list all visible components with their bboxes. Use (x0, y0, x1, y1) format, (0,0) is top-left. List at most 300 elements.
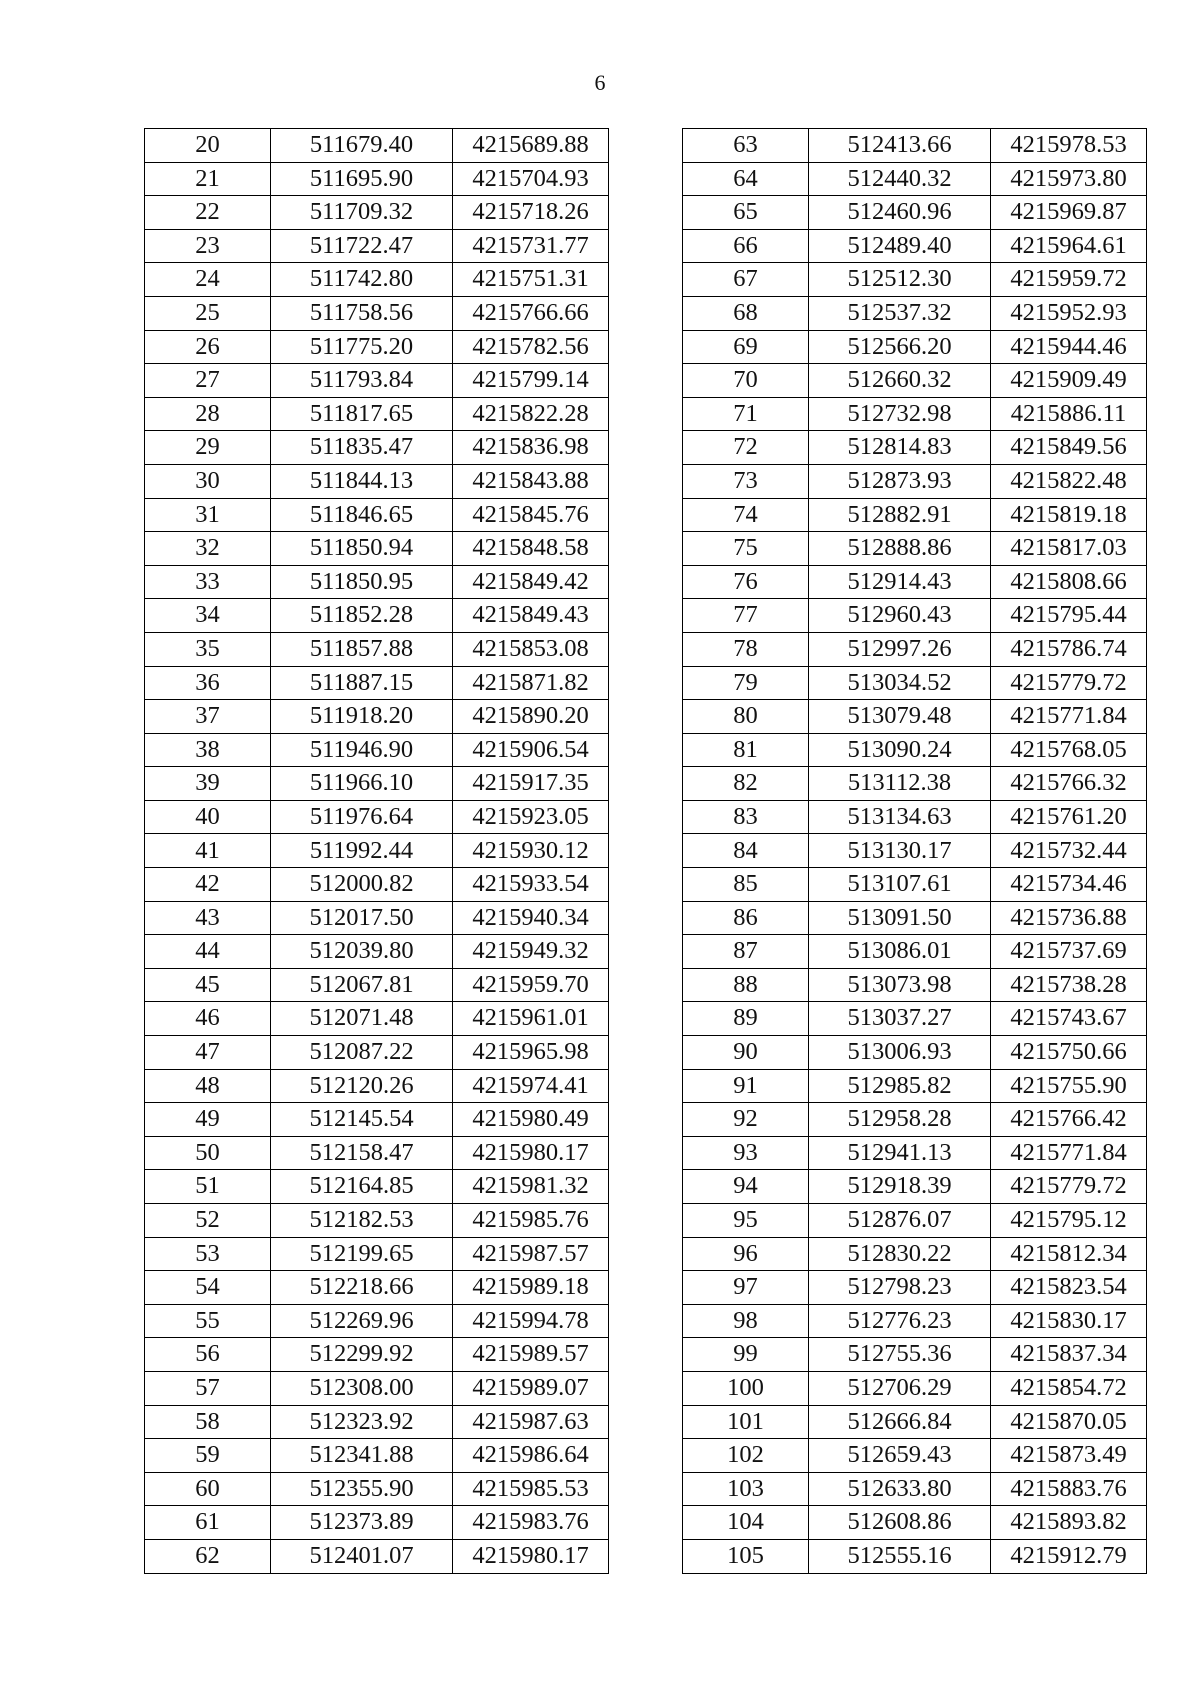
table-row (145, 1036, 609, 1070)
point-number-cell: 63 (683, 129, 809, 163)
table-row (145, 935, 609, 969)
y-coordinate-cell: 4215923.05 (453, 800, 609, 834)
table-row (683, 498, 1147, 532)
table-row (145, 1539, 609, 1573)
point-number-cell: 41 (145, 834, 271, 868)
x-coordinate-cell: 512218.66 (271, 1271, 453, 1305)
point-number-cell: 30 (145, 464, 271, 498)
x-coordinate-cell: 512341.88 (271, 1439, 453, 1473)
y-coordinate-cell: 4215893.82 (991, 1506, 1147, 1540)
table-row (683, 431, 1147, 465)
y-coordinate-cell: 4215906.54 (453, 733, 609, 767)
point-number-cell: 84 (683, 834, 809, 868)
x-coordinate-cell: 512199.65 (271, 1237, 453, 1271)
point-number-cell: 60 (145, 1472, 271, 1506)
x-coordinate-cell: 512120.26 (271, 1069, 453, 1103)
table-row (145, 800, 609, 834)
table-row (683, 868, 1147, 902)
y-coordinate-cell: 4215768.05 (991, 733, 1147, 767)
point-number-cell: 100 (683, 1371, 809, 1405)
point-number-cell: 93 (683, 1136, 809, 1170)
point-number-cell: 76 (683, 565, 809, 599)
point-number-cell: 62 (145, 1539, 271, 1573)
table-row (683, 263, 1147, 297)
x-coordinate-cell: 511846.65 (271, 498, 453, 532)
point-number-cell: 104 (683, 1506, 809, 1540)
y-coordinate-cell: 4215766.42 (991, 1103, 1147, 1137)
x-coordinate-cell: 512373.89 (271, 1506, 453, 1540)
table-row (683, 1136, 1147, 1170)
y-coordinate-cell: 4215883.76 (991, 1472, 1147, 1506)
table-row (683, 1539, 1147, 1573)
table-row (145, 733, 609, 767)
table-row (145, 296, 609, 330)
y-coordinate-cell: 4215961.01 (453, 1002, 609, 1036)
table-row (145, 1002, 609, 1036)
table-row (683, 397, 1147, 431)
table-row (145, 263, 609, 297)
y-coordinate-cell: 4215823.54 (991, 1271, 1147, 1305)
y-coordinate-cell: 4215704.93 (453, 162, 609, 196)
x-coordinate-cell: 511852.28 (271, 599, 453, 633)
y-coordinate-cell: 4215854.72 (991, 1371, 1147, 1405)
y-coordinate-cell: 4215959.72 (991, 263, 1147, 297)
point-number-cell: 66 (683, 229, 809, 263)
point-number-cell: 92 (683, 1103, 809, 1137)
x-coordinate-cell: 511758.56 (271, 296, 453, 330)
table-row (683, 330, 1147, 364)
table-row (145, 1338, 609, 1372)
point-number-cell: 36 (145, 666, 271, 700)
table-row (145, 1271, 609, 1305)
y-coordinate-cell: 4215987.63 (453, 1405, 609, 1439)
y-coordinate-cell: 4215930.12 (453, 834, 609, 868)
point-number-cell: 65 (683, 196, 809, 230)
table-row (145, 1103, 609, 1137)
y-coordinate-cell: 4215738.28 (991, 968, 1147, 1002)
y-coordinate-cell: 4215817.03 (991, 532, 1147, 566)
table-row (683, 1103, 1147, 1137)
y-coordinate-cell: 4215978.53 (991, 129, 1147, 163)
y-coordinate-cell: 4215771.84 (991, 700, 1147, 734)
point-number-cell: 61 (145, 1506, 271, 1540)
table-row (145, 464, 609, 498)
point-number-cell: 55 (145, 1304, 271, 1338)
point-number-cell: 75 (683, 532, 809, 566)
point-number-cell: 57 (145, 1371, 271, 1405)
point-number-cell: 77 (683, 599, 809, 633)
x-coordinate-cell: 513006.93 (809, 1036, 991, 1070)
point-number-cell: 78 (683, 632, 809, 666)
table-row (145, 397, 609, 431)
x-coordinate-cell: 512830.22 (809, 1237, 991, 1271)
x-coordinate-cell: 511976.64 (271, 800, 453, 834)
x-coordinate-cell: 512960.43 (809, 599, 991, 633)
x-coordinate-cell: 512067.81 (271, 968, 453, 1002)
point-number-cell: 43 (145, 901, 271, 935)
x-coordinate-cell: 512440.32 (809, 162, 991, 196)
point-number-cell: 25 (145, 296, 271, 330)
table-row (145, 1439, 609, 1473)
y-coordinate-cell: 4215983.76 (453, 1506, 609, 1540)
point-number-cell: 89 (683, 1002, 809, 1036)
x-coordinate-cell: 511946.90 (271, 733, 453, 767)
y-coordinate-cell: 4215912.79 (991, 1539, 1147, 1573)
point-number-cell: 54 (145, 1271, 271, 1305)
x-coordinate-cell: 513091.50 (809, 901, 991, 935)
x-coordinate-cell: 513073.98 (809, 968, 991, 1002)
y-coordinate-cell: 4215718.26 (453, 196, 609, 230)
point-number-cell: 42 (145, 868, 271, 902)
table-row (145, 162, 609, 196)
table-row (683, 364, 1147, 398)
table-row (683, 632, 1147, 666)
point-number-cell: 67 (683, 263, 809, 297)
y-coordinate-cell: 4215890.20 (453, 700, 609, 734)
x-coordinate-cell: 513079.48 (809, 700, 991, 734)
x-coordinate-cell: 511835.47 (271, 431, 453, 465)
point-number-cell: 98 (683, 1304, 809, 1338)
point-number-cell: 35 (145, 632, 271, 666)
table-row (145, 431, 609, 465)
y-coordinate-cell: 4215917.35 (453, 767, 609, 801)
table-row (683, 162, 1147, 196)
table-row (683, 800, 1147, 834)
table-row (683, 1405, 1147, 1439)
y-coordinate-cell: 4215822.28 (453, 397, 609, 431)
point-number-cell: 64 (683, 162, 809, 196)
table-row (145, 498, 609, 532)
point-number-cell: 86 (683, 901, 809, 935)
y-coordinate-cell: 4215849.56 (991, 431, 1147, 465)
y-coordinate-cell: 4215873.49 (991, 1439, 1147, 1473)
y-coordinate-cell: 4215737.69 (991, 935, 1147, 969)
x-coordinate-cell: 512608.86 (809, 1506, 991, 1540)
x-coordinate-cell: 512489.40 (809, 229, 991, 263)
point-number-cell: 68 (683, 296, 809, 330)
y-coordinate-cell: 4215766.32 (991, 767, 1147, 801)
table-row (145, 364, 609, 398)
point-number-cell: 32 (145, 532, 271, 566)
y-coordinate-cell: 4215837.34 (991, 1338, 1147, 1372)
y-coordinate-cell: 4215843.88 (453, 464, 609, 498)
y-coordinate-cell: 4215845.76 (453, 498, 609, 532)
table-row (145, 330, 609, 364)
y-coordinate-cell: 4215830.17 (991, 1304, 1147, 1338)
x-coordinate-cell: 513037.27 (809, 1002, 991, 1036)
point-number-cell: 29 (145, 431, 271, 465)
x-coordinate-cell: 513134.63 (809, 800, 991, 834)
point-number-cell: 83 (683, 800, 809, 834)
x-coordinate-cell: 512732.98 (809, 397, 991, 431)
point-number-cell: 97 (683, 1271, 809, 1305)
table-row (683, 1204, 1147, 1238)
point-number-cell: 70 (683, 364, 809, 398)
point-number-cell: 51 (145, 1170, 271, 1204)
y-coordinate-cell: 4215973.80 (991, 162, 1147, 196)
table-row (145, 1069, 609, 1103)
table-row (683, 464, 1147, 498)
table-row (683, 1472, 1147, 1506)
y-coordinate-cell: 4215848.58 (453, 532, 609, 566)
x-coordinate-cell: 512798.23 (809, 1271, 991, 1305)
x-coordinate-cell: 511966.10 (271, 767, 453, 801)
x-coordinate-cell: 512087.22 (271, 1036, 453, 1070)
table-row (683, 1002, 1147, 1036)
point-number-cell: 99 (683, 1338, 809, 1372)
y-coordinate-cell: 4215989.07 (453, 1371, 609, 1405)
point-number-cell: 23 (145, 229, 271, 263)
table-row (145, 229, 609, 263)
y-coordinate-cell: 4215964.61 (991, 229, 1147, 263)
point-number-cell: 44 (145, 935, 271, 969)
table-row (683, 532, 1147, 566)
x-coordinate-cell: 512413.66 (809, 129, 991, 163)
x-coordinate-cell: 511722.47 (271, 229, 453, 263)
page-number: 6 (594, 70, 606, 95)
y-coordinate-cell: 4215965.98 (453, 1036, 609, 1070)
table-row (145, 196, 609, 230)
y-coordinate-cell: 4215940.34 (453, 901, 609, 935)
y-coordinate-cell: 4215989.18 (453, 1271, 609, 1305)
x-coordinate-cell: 512660.32 (809, 364, 991, 398)
x-coordinate-cell: 512914.43 (809, 565, 991, 599)
y-coordinate-cell: 4215986.64 (453, 1439, 609, 1473)
coordinates-table-left (144, 128, 609, 1574)
point-number-cell: 21 (145, 162, 271, 196)
point-number-cell: 22 (145, 196, 271, 230)
table-row (683, 767, 1147, 801)
table-row (683, 599, 1147, 633)
x-coordinate-cell: 512000.82 (271, 868, 453, 902)
x-coordinate-cell: 512555.16 (809, 1539, 991, 1573)
table-row (145, 968, 609, 1002)
y-coordinate-cell: 4215909.49 (991, 364, 1147, 398)
point-number-cell: 101 (683, 1405, 809, 1439)
table-row (145, 1472, 609, 1506)
point-number-cell: 59 (145, 1439, 271, 1473)
y-coordinate-cell: 4215689.88 (453, 129, 609, 163)
point-number-cell: 85 (683, 868, 809, 902)
x-coordinate-cell: 512776.23 (809, 1304, 991, 1338)
x-coordinate-cell: 512941.13 (809, 1136, 991, 1170)
y-coordinate-cell: 4215871.82 (453, 666, 609, 700)
x-coordinate-cell: 511742.80 (271, 263, 453, 297)
x-coordinate-cell: 513112.38 (809, 767, 991, 801)
y-coordinate-cell: 4215812.34 (991, 1237, 1147, 1271)
table-row (145, 1170, 609, 1204)
table-row (683, 901, 1147, 935)
y-coordinate-cell: 4215766.66 (453, 296, 609, 330)
point-number-cell: 26 (145, 330, 271, 364)
x-coordinate-cell: 512958.28 (809, 1103, 991, 1137)
table-row (683, 935, 1147, 969)
point-number-cell: 27 (145, 364, 271, 398)
table-row (683, 296, 1147, 330)
table-row (145, 868, 609, 902)
y-coordinate-cell: 4215980.17 (453, 1539, 609, 1573)
table-row (145, 1506, 609, 1540)
point-number-cell: 24 (145, 263, 271, 297)
y-coordinate-cell: 4215886.11 (991, 397, 1147, 431)
x-coordinate-cell: 513090.24 (809, 733, 991, 767)
x-coordinate-cell: 512512.30 (809, 263, 991, 297)
y-coordinate-cell: 4215819.18 (991, 498, 1147, 532)
point-number-cell: 90 (683, 1036, 809, 1070)
point-number-cell: 56 (145, 1338, 271, 1372)
y-coordinate-cell: 4215795.12 (991, 1204, 1147, 1238)
y-coordinate-cell: 4215849.43 (453, 599, 609, 633)
table-row (145, 599, 609, 633)
coordinates-table-right (682, 128, 1147, 1574)
x-coordinate-cell: 511992.44 (271, 834, 453, 868)
point-number-cell: 34 (145, 599, 271, 633)
table-row (145, 834, 609, 868)
x-coordinate-cell: 512918.39 (809, 1170, 991, 1204)
point-number-cell: 88 (683, 968, 809, 1002)
x-coordinate-cell: 512537.32 (809, 296, 991, 330)
y-coordinate-cell: 4215751.31 (453, 263, 609, 297)
x-coordinate-cell: 512814.83 (809, 431, 991, 465)
x-coordinate-cell: 512071.48 (271, 1002, 453, 1036)
point-number-cell: 69 (683, 330, 809, 364)
table-row (683, 1506, 1147, 1540)
x-coordinate-cell: 511887.15 (271, 666, 453, 700)
x-coordinate-cell: 512633.80 (809, 1472, 991, 1506)
y-coordinate-cell: 4215959.70 (453, 968, 609, 1002)
x-coordinate-cell: 512888.86 (809, 532, 991, 566)
point-number-cell: 50 (145, 1136, 271, 1170)
x-coordinate-cell: 512706.29 (809, 1371, 991, 1405)
point-number-cell: 94 (683, 1170, 809, 1204)
point-number-cell: 48 (145, 1069, 271, 1103)
point-number-cell: 33 (145, 565, 271, 599)
table-row (145, 1204, 609, 1238)
y-coordinate-cell: 4215949.32 (453, 935, 609, 969)
x-coordinate-cell: 512299.92 (271, 1338, 453, 1372)
x-coordinate-cell: 511775.20 (271, 330, 453, 364)
point-number-cell: 73 (683, 464, 809, 498)
x-coordinate-cell: 512182.53 (271, 1204, 453, 1238)
y-coordinate-cell: 4215743.67 (991, 1002, 1147, 1036)
table-row (145, 1136, 609, 1170)
point-number-cell: 79 (683, 666, 809, 700)
y-coordinate-cell: 4215836.98 (453, 431, 609, 465)
table-row (683, 1170, 1147, 1204)
x-coordinate-cell: 512566.20 (809, 330, 991, 364)
x-coordinate-cell: 513107.61 (809, 868, 991, 902)
y-coordinate-cell: 4215808.66 (991, 565, 1147, 599)
table-row (145, 666, 609, 700)
x-coordinate-cell: 513086.01 (809, 935, 991, 969)
y-coordinate-cell: 4215731.77 (453, 229, 609, 263)
table-row (683, 700, 1147, 734)
table-row (683, 1237, 1147, 1271)
point-number-cell: 45 (145, 968, 271, 1002)
x-coordinate-cell: 512876.07 (809, 1204, 991, 1238)
x-coordinate-cell: 512269.96 (271, 1304, 453, 1338)
table-row (145, 700, 609, 734)
y-coordinate-cell: 4215782.56 (453, 330, 609, 364)
table-row (145, 1237, 609, 1271)
x-coordinate-cell: 511918.20 (271, 700, 453, 734)
table-row (683, 229, 1147, 263)
x-coordinate-cell: 512323.92 (271, 1405, 453, 1439)
y-coordinate-cell: 4215755.90 (991, 1069, 1147, 1103)
x-coordinate-cell: 511695.90 (271, 162, 453, 196)
point-number-cell: 81 (683, 733, 809, 767)
table-row (145, 767, 609, 801)
x-coordinate-cell: 512017.50 (271, 901, 453, 935)
point-number-cell: 46 (145, 1002, 271, 1036)
x-coordinate-cell: 512145.54 (271, 1103, 453, 1137)
point-number-cell: 95 (683, 1204, 809, 1238)
y-coordinate-cell: 4215853.08 (453, 632, 609, 666)
table-row (683, 834, 1147, 868)
x-coordinate-cell: 512985.82 (809, 1069, 991, 1103)
point-number-cell: 105 (683, 1539, 809, 1573)
x-coordinate-cell: 512873.93 (809, 464, 991, 498)
x-coordinate-cell: 511850.95 (271, 565, 453, 599)
table-row (145, 565, 609, 599)
point-number-cell: 80 (683, 700, 809, 734)
point-number-cell: 52 (145, 1204, 271, 1238)
x-coordinate-cell: 513034.52 (809, 666, 991, 700)
point-number-cell: 96 (683, 1237, 809, 1271)
table-row (683, 968, 1147, 1002)
point-number-cell: 38 (145, 733, 271, 767)
x-coordinate-cell: 512755.36 (809, 1338, 991, 1372)
x-coordinate-cell: 512401.07 (271, 1539, 453, 1573)
y-coordinate-cell: 4215981.32 (453, 1170, 609, 1204)
point-number-cell: 58 (145, 1405, 271, 1439)
y-coordinate-cell: 4215944.46 (991, 330, 1147, 364)
x-coordinate-cell: 513130.17 (809, 834, 991, 868)
x-coordinate-cell: 512997.26 (809, 632, 991, 666)
table-row (683, 1036, 1147, 1070)
y-coordinate-cell: 4215989.57 (453, 1338, 609, 1372)
x-coordinate-cell: 511793.84 (271, 364, 453, 398)
y-coordinate-cell: 4215779.72 (991, 666, 1147, 700)
y-coordinate-cell: 4215849.42 (453, 565, 609, 599)
y-coordinate-cell: 4215822.48 (991, 464, 1147, 498)
table-row (683, 733, 1147, 767)
table-row (145, 129, 609, 163)
y-coordinate-cell: 4215870.05 (991, 1405, 1147, 1439)
point-number-cell: 72 (683, 431, 809, 465)
y-coordinate-cell: 4215985.76 (453, 1204, 609, 1238)
table-row (683, 666, 1147, 700)
x-coordinate-cell: 512460.96 (809, 196, 991, 230)
point-number-cell: 103 (683, 1472, 809, 1506)
y-coordinate-cell: 4215736.88 (991, 901, 1147, 935)
point-number-cell: 31 (145, 498, 271, 532)
point-number-cell: 49 (145, 1103, 271, 1137)
y-coordinate-cell: 4215771.84 (991, 1136, 1147, 1170)
y-coordinate-cell: 4215732.44 (991, 834, 1147, 868)
x-coordinate-cell: 512164.85 (271, 1170, 453, 1204)
y-coordinate-cell: 4215933.54 (453, 868, 609, 902)
y-coordinate-cell: 4215980.17 (453, 1136, 609, 1170)
point-number-cell: 28 (145, 397, 271, 431)
y-coordinate-cell: 4215786.74 (991, 632, 1147, 666)
table-row (683, 1338, 1147, 1372)
y-coordinate-cell: 4215994.78 (453, 1304, 609, 1338)
point-number-cell: 71 (683, 397, 809, 431)
point-number-cell: 53 (145, 1237, 271, 1271)
x-coordinate-cell: 511709.32 (271, 196, 453, 230)
point-number-cell: 91 (683, 1069, 809, 1103)
